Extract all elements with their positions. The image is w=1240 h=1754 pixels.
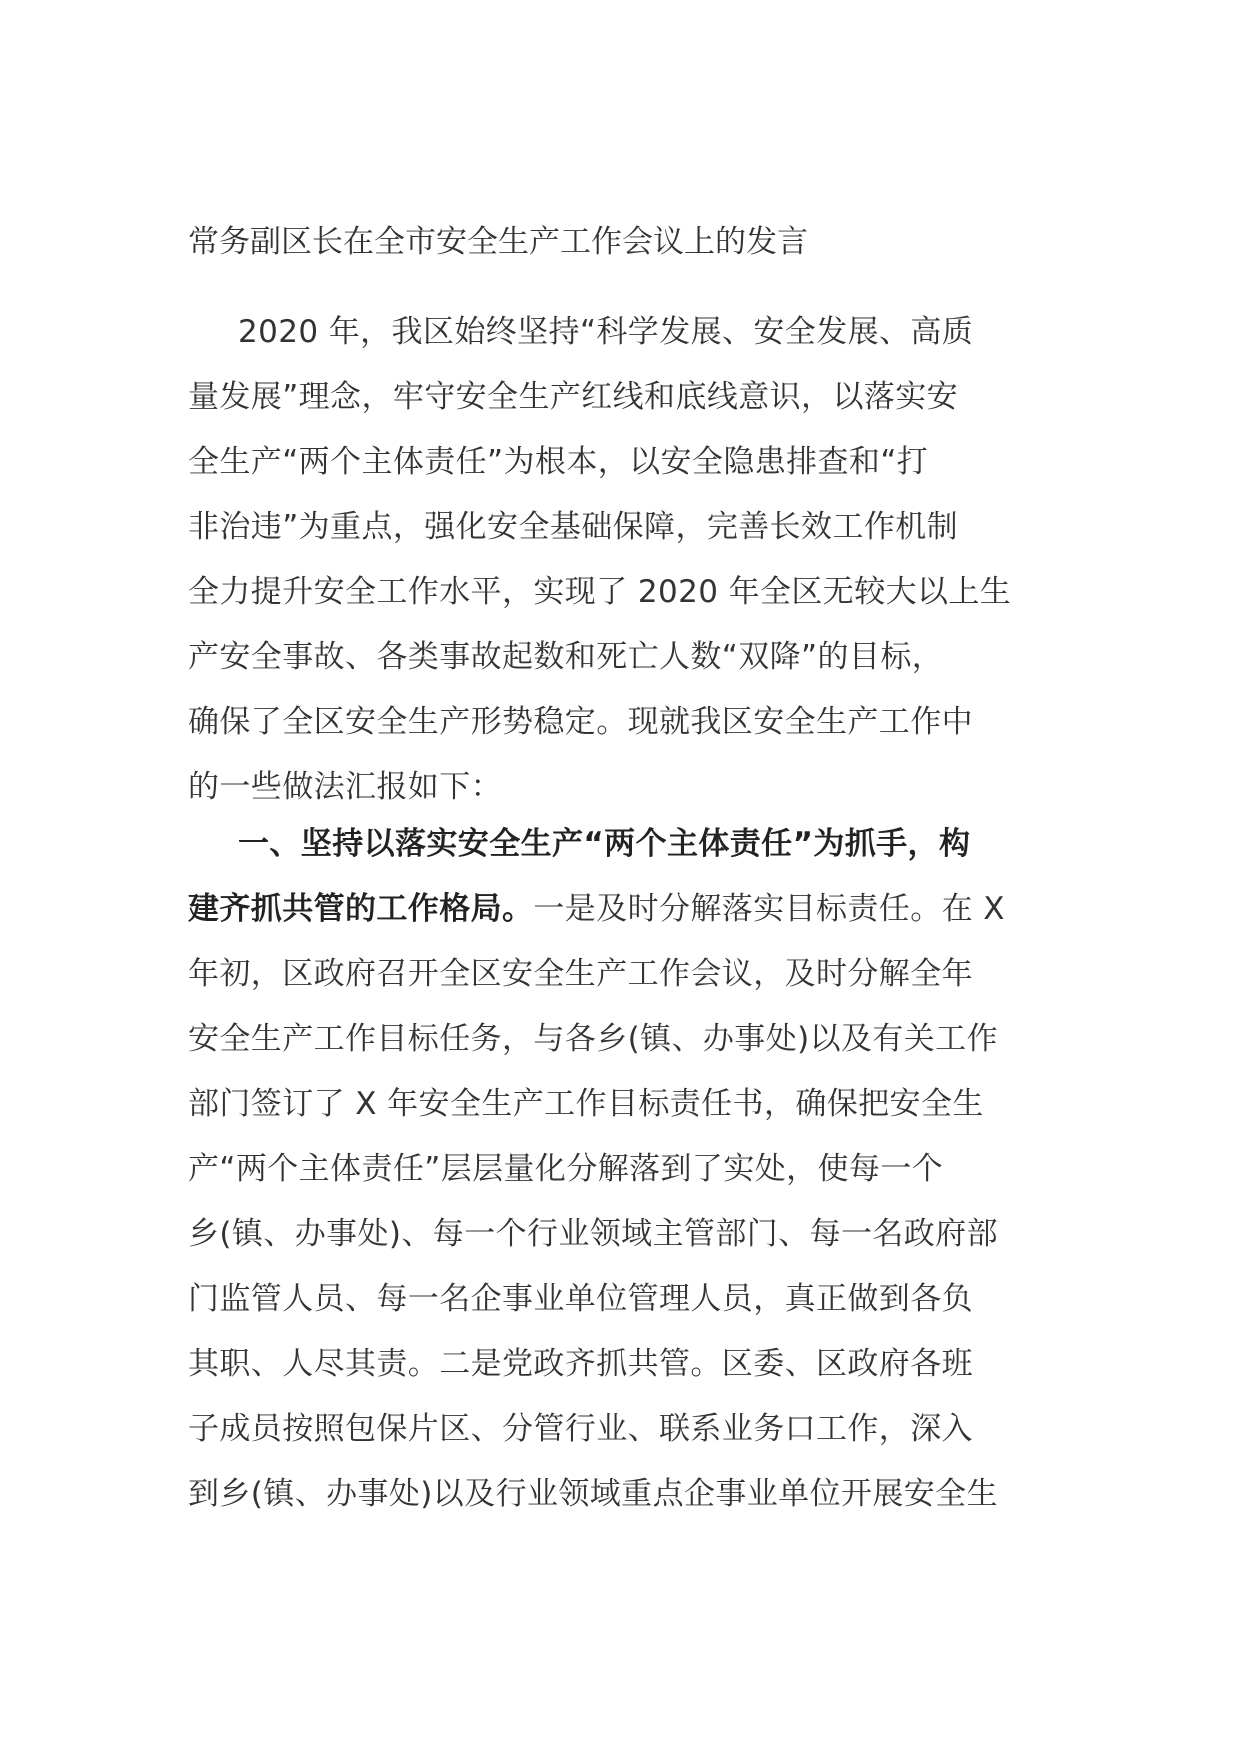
paragraph-line: 子成员按照包保片区、分管行业、联系业务口工作，深入 [188,1411,973,1447]
paragraph-line [188,877,1058,942]
paragraph-line: 确保了全区安全生产形势稳定。现就我区安全生产工作中 [188,704,973,740]
paragraph-line: 到乡(镇、办事处)以及行业领域重点企事业单位开展安全生 [188,1476,998,1512]
paragraph-line-text: 一是及时分解落实目标责任。在 X [533,891,1005,927]
paragraph-line: 其职、人尽其责。二是党政齐抓共管。区委、区政府各班 [188,1346,973,1382]
paragraph-line: 量发展”理念，牢守安全生产红线和底线意识，以落实安 [188,379,959,415]
paragraph-line: 2020 年，我区始终坚持“科学发展、安全发展、高质 [238,314,974,350]
section-heading-end: 建齐抓共管的工作格局。 [188,891,534,927]
paragraph-line: 乡(镇、办事处)、每一个行业领域主管部门、每一名政府部 [188,1216,998,1252]
paragraph-line: 年初，区政府召开全区安全生产工作会议，及时分解全年 [188,956,973,992]
paragraph-intro [188,300,1058,820]
paragraph-line: 部门签订了 X 年安全生产工作目标责任书，确保把安全生 [188,1086,984,1122]
paragraph-line: 产安全事故、各类事故起数和死亡人数“双降”的目标， [188,639,944,675]
paragraph-line: 安全生产工作目标任务，与各乡(镇、办事处)以及有关工作 [188,1021,998,1057]
section-heading-line: 一、坚持以落实安全生产“两个主体责任”为抓手，构 [238,826,971,862]
paragraph-line: 的一些做法汇报如下： [188,769,502,805]
paragraph-line: 门监管人员、每一名企事业单位管理人员，真正做到各负 [188,1281,973,1317]
paragraph-line: 全力提升安全工作水平，实现了 2020 年全区无较大以上生 [188,574,1012,610]
paragraph-line: 产“两个主体责任”层层量化分解落到了实处，使每一个 [188,1151,944,1187]
paragraph-line: 全生产“两个主体责任”为根本，以安全隐患排查和“打 [188,444,929,480]
paragraph-section-one [188,812,1058,1527]
paragraph-line: 非治违”为重点，强化安全基础保障，完善长效工作机制 [188,509,959,545]
document-title: 常务副区长在全市安全生产工作会议上的发言 [188,224,808,260]
